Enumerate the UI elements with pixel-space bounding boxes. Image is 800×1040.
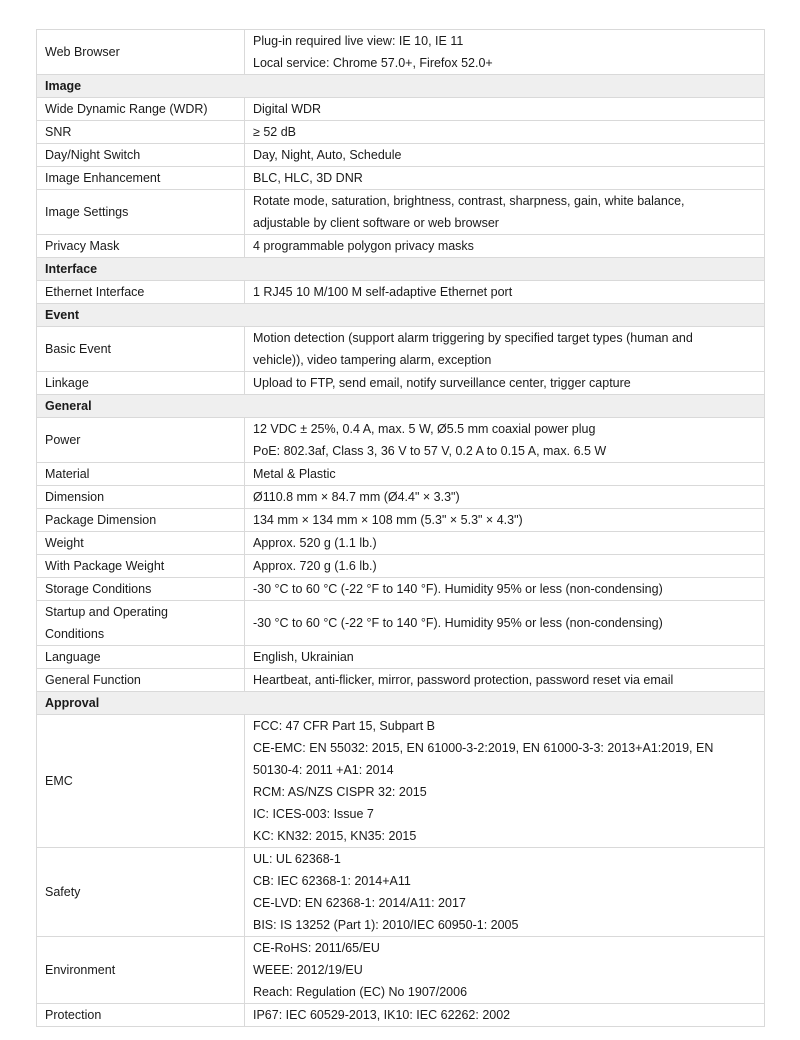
spec-value bbox=[245, 463, 765, 486]
spec-value bbox=[245, 190, 765, 235]
spec-label: Privacy Mask bbox=[37, 235, 245, 258]
section-header-approval bbox=[37, 692, 765, 715]
spec-value-line: Reach: Regulation (EC) No 1907/2006 bbox=[253, 985, 468, 999]
spec-row-material bbox=[37, 463, 765, 486]
spec-value-line: CE-LVD: EN 62368-1: 2014/A11: 2017 bbox=[253, 896, 466, 910]
spec-value-line: IP67: IEC 60529-2013, IK10: IEC 62262: 2002 bbox=[253, 1008, 511, 1022]
spec-row-ethernet-interface bbox=[37, 281, 765, 304]
spec-value-line: 50130-4: 2011 +A1: 2014 bbox=[253, 763, 394, 777]
spec-label: Web Browser bbox=[37, 30, 245, 75]
spec-value bbox=[245, 578, 765, 601]
spec-label: Power bbox=[37, 418, 245, 463]
section-header-interface bbox=[37, 258, 765, 281]
spec-label: General Function bbox=[37, 669, 245, 692]
spec-label: Environment bbox=[37, 937, 245, 1004]
section-header-image bbox=[37, 75, 765, 98]
spec-value-line: Motion detection (support alarm triggering by specified target types (human and bbox=[253, 331, 693, 345]
spec-row-image-enhancement bbox=[37, 167, 765, 190]
section-header-event bbox=[37, 304, 765, 327]
spec-value-line: CE-RoHS: 2011/65/EU bbox=[253, 941, 380, 955]
spec-value bbox=[245, 669, 765, 692]
spec-label: EMC bbox=[37, 715, 245, 848]
spec-table-body bbox=[37, 30, 765, 1027]
spec-row-protection bbox=[37, 1004, 765, 1027]
spec-row-storage-conditions bbox=[37, 578, 765, 601]
spec-label bbox=[37, 601, 245, 646]
spec-value-line: Upload to FTP, send email, notify surveillance center, trigger capture bbox=[253, 376, 631, 390]
spec-value bbox=[245, 167, 765, 190]
spec-value-line: BIS: IS 13252 (Part 1): 2010/IEC 60950-1: 2005 bbox=[253, 918, 519, 932]
spec-value bbox=[245, 848, 765, 937]
spec-row-general-function bbox=[37, 669, 765, 692]
spec-label: Protection bbox=[37, 1004, 245, 1027]
spec-value-line: IC: ICES-003: Issue 7 bbox=[253, 807, 374, 821]
spec-value-line: Metal & Plastic bbox=[253, 467, 336, 481]
spec-value-line: KC: KN32: 2015, KN35: 2015 bbox=[253, 829, 417, 843]
spec-value bbox=[245, 121, 765, 144]
spec-value-line: 12 VDC ± 25%, 0.4 A, max. 5 W, Ø5.5 mm coaxial power plug bbox=[253, 422, 596, 436]
spec-value-line: WEEE: 2012/19/EU bbox=[253, 963, 363, 977]
spec-value bbox=[245, 601, 765, 646]
spec-row-package-dimension bbox=[37, 509, 765, 532]
spec-value bbox=[245, 937, 765, 1004]
spec-row-dimension bbox=[37, 486, 765, 509]
spec-label: Weight bbox=[37, 532, 245, 555]
spec-row-day-night-switch bbox=[37, 144, 765, 167]
spec-row-safety bbox=[37, 848, 765, 937]
spec-value bbox=[245, 486, 765, 509]
spec-value bbox=[245, 372, 765, 395]
spec-value bbox=[245, 715, 765, 848]
section-header-general bbox=[37, 395, 765, 418]
spec-row-web-browser bbox=[37, 30, 765, 75]
spec-label: Linkage bbox=[37, 372, 245, 395]
spec-value-line: -30 °C to 60 °C (-22 °F to 140 °F). Humidity 95% or less (non-condensing) bbox=[253, 616, 663, 630]
spec-row-startup-and-operating-conditions bbox=[37, 601, 765, 646]
spec-value bbox=[245, 281, 765, 304]
section-title: Interface bbox=[37, 258, 765, 281]
spec-row-language bbox=[37, 646, 765, 669]
spec-value bbox=[245, 98, 765, 121]
spec-label: Storage Conditions bbox=[37, 578, 245, 601]
spec-value-line: Approx. 520 g (1.1 lb.) bbox=[253, 536, 377, 550]
spec-label: Dimension bbox=[37, 486, 245, 509]
spec-label: Language bbox=[37, 646, 245, 669]
spec-value-line: Digital WDR bbox=[253, 102, 322, 116]
spec-value-line: ≥ 52 dB bbox=[253, 125, 296, 139]
spec-label: Image Enhancement bbox=[37, 167, 245, 190]
spec-row-with-package-weight bbox=[37, 555, 765, 578]
spec-row-linkage bbox=[37, 372, 765, 395]
spec-value-line: -30 °C to 60 °C (-22 °F to 140 °F). Humidity 95% or less (non-condensing) bbox=[253, 582, 663, 596]
spec-value-line: RCM: AS/NZS CISPR 32: 2015 bbox=[253, 785, 427, 799]
spec-table bbox=[36, 29, 765, 1027]
spec-label: Basic Event bbox=[37, 327, 245, 372]
spec-value-line: Rotate mode, saturation, brightness, contrast, sharpness, gain, white balance, bbox=[253, 194, 685, 208]
spec-label: Image Settings bbox=[37, 190, 245, 235]
spec-value bbox=[245, 144, 765, 167]
spec-value bbox=[245, 532, 765, 555]
spec-value-line: UL: UL 62368-1 bbox=[253, 852, 341, 866]
spec-label: With Package Weight bbox=[37, 555, 245, 578]
spec-value-line: Local service: Chrome 57.0+, Firefox 52.0+ bbox=[253, 56, 493, 70]
spec-value-line: Ø110.8 mm × 84.7 mm (Ø4.4" × 3.3") bbox=[253, 490, 460, 504]
spec-label: Material bbox=[37, 463, 245, 486]
spec-value-line: vehicle)), video tampering alarm, exception bbox=[253, 353, 492, 367]
spec-row-emc bbox=[37, 715, 765, 848]
spec-row-weight bbox=[37, 532, 765, 555]
spec-label: Day/Night Switch bbox=[37, 144, 245, 167]
spec-value-line: English, Ukrainian bbox=[253, 650, 354, 664]
section-title: Image bbox=[37, 75, 765, 98]
spec-label: SNR bbox=[37, 121, 245, 144]
spec-row-power bbox=[37, 418, 765, 463]
spec-value bbox=[245, 646, 765, 669]
spec-value bbox=[245, 1004, 765, 1027]
spec-value bbox=[245, 418, 765, 463]
spec-value-line: Approx. 720 g (1.6 lb.) bbox=[253, 559, 377, 573]
spec-value-line: FCC: 47 CFR Part 15, Subpart B bbox=[253, 719, 436, 733]
section-title: Event bbox=[37, 304, 765, 327]
spec-value bbox=[245, 30, 765, 75]
section-title: General bbox=[37, 395, 765, 418]
spec-value bbox=[245, 327, 765, 372]
spec-value bbox=[245, 509, 765, 532]
spec-label-line: Startup and Operating bbox=[45, 605, 168, 619]
spec-row-image-settings bbox=[37, 190, 765, 235]
spec-value-line: CB: IEC 62368-1: 2014+A11 bbox=[253, 874, 411, 888]
spec-label: Ethernet Interface bbox=[37, 281, 245, 304]
spec-label-line: Conditions bbox=[45, 627, 105, 641]
spec-label: Package Dimension bbox=[37, 509, 245, 532]
spec-value-line: PoE: 802.3af, Class 3, 36 V to 57 V, 0.2 A to 0.15 A, max. 6.5 W bbox=[253, 444, 607, 458]
section-title: Approval bbox=[37, 692, 765, 715]
spec-value-line: 1 RJ45 10 M/100 M self-adaptive Ethernet port bbox=[253, 285, 513, 299]
spec-value bbox=[245, 555, 765, 578]
spec-value-line: CE-EMC: EN 55032: 2015, EN 61000-3-2:2019, EN 61000-3-3: 2013+A1:2019, EN bbox=[253, 741, 714, 755]
spec-value-line: 134 mm × 134 mm × 108 mm (5.3" × 5.3" × 4.3") bbox=[253, 513, 523, 527]
spec-label: Wide Dynamic Range (WDR) bbox=[37, 98, 245, 121]
spec-value-line: Plug-in required live view: IE 10, IE 11 bbox=[253, 34, 464, 48]
spec-row-wide-dynamic-range-wdr bbox=[37, 98, 765, 121]
spec-row-privacy-mask bbox=[37, 235, 765, 258]
spec-value-line: 4 programmable polygon privacy masks bbox=[253, 239, 474, 253]
spec-value-line: adjustable by client software or web browser bbox=[253, 216, 499, 230]
spec-row-basic-event bbox=[37, 327, 765, 372]
spec-value-line: Heartbeat, anti-flicker, mirror, password protection, password reset via email bbox=[253, 673, 674, 687]
spec-value-line: BLC, HLC, 3D DNR bbox=[253, 171, 363, 185]
spec-value bbox=[245, 235, 765, 258]
spec-value-line: Day, Night, Auto, Schedule bbox=[253, 148, 402, 162]
spec-label: Safety bbox=[37, 848, 245, 937]
spec-row-environment bbox=[37, 937, 765, 1004]
spec-row-snr bbox=[37, 121, 765, 144]
